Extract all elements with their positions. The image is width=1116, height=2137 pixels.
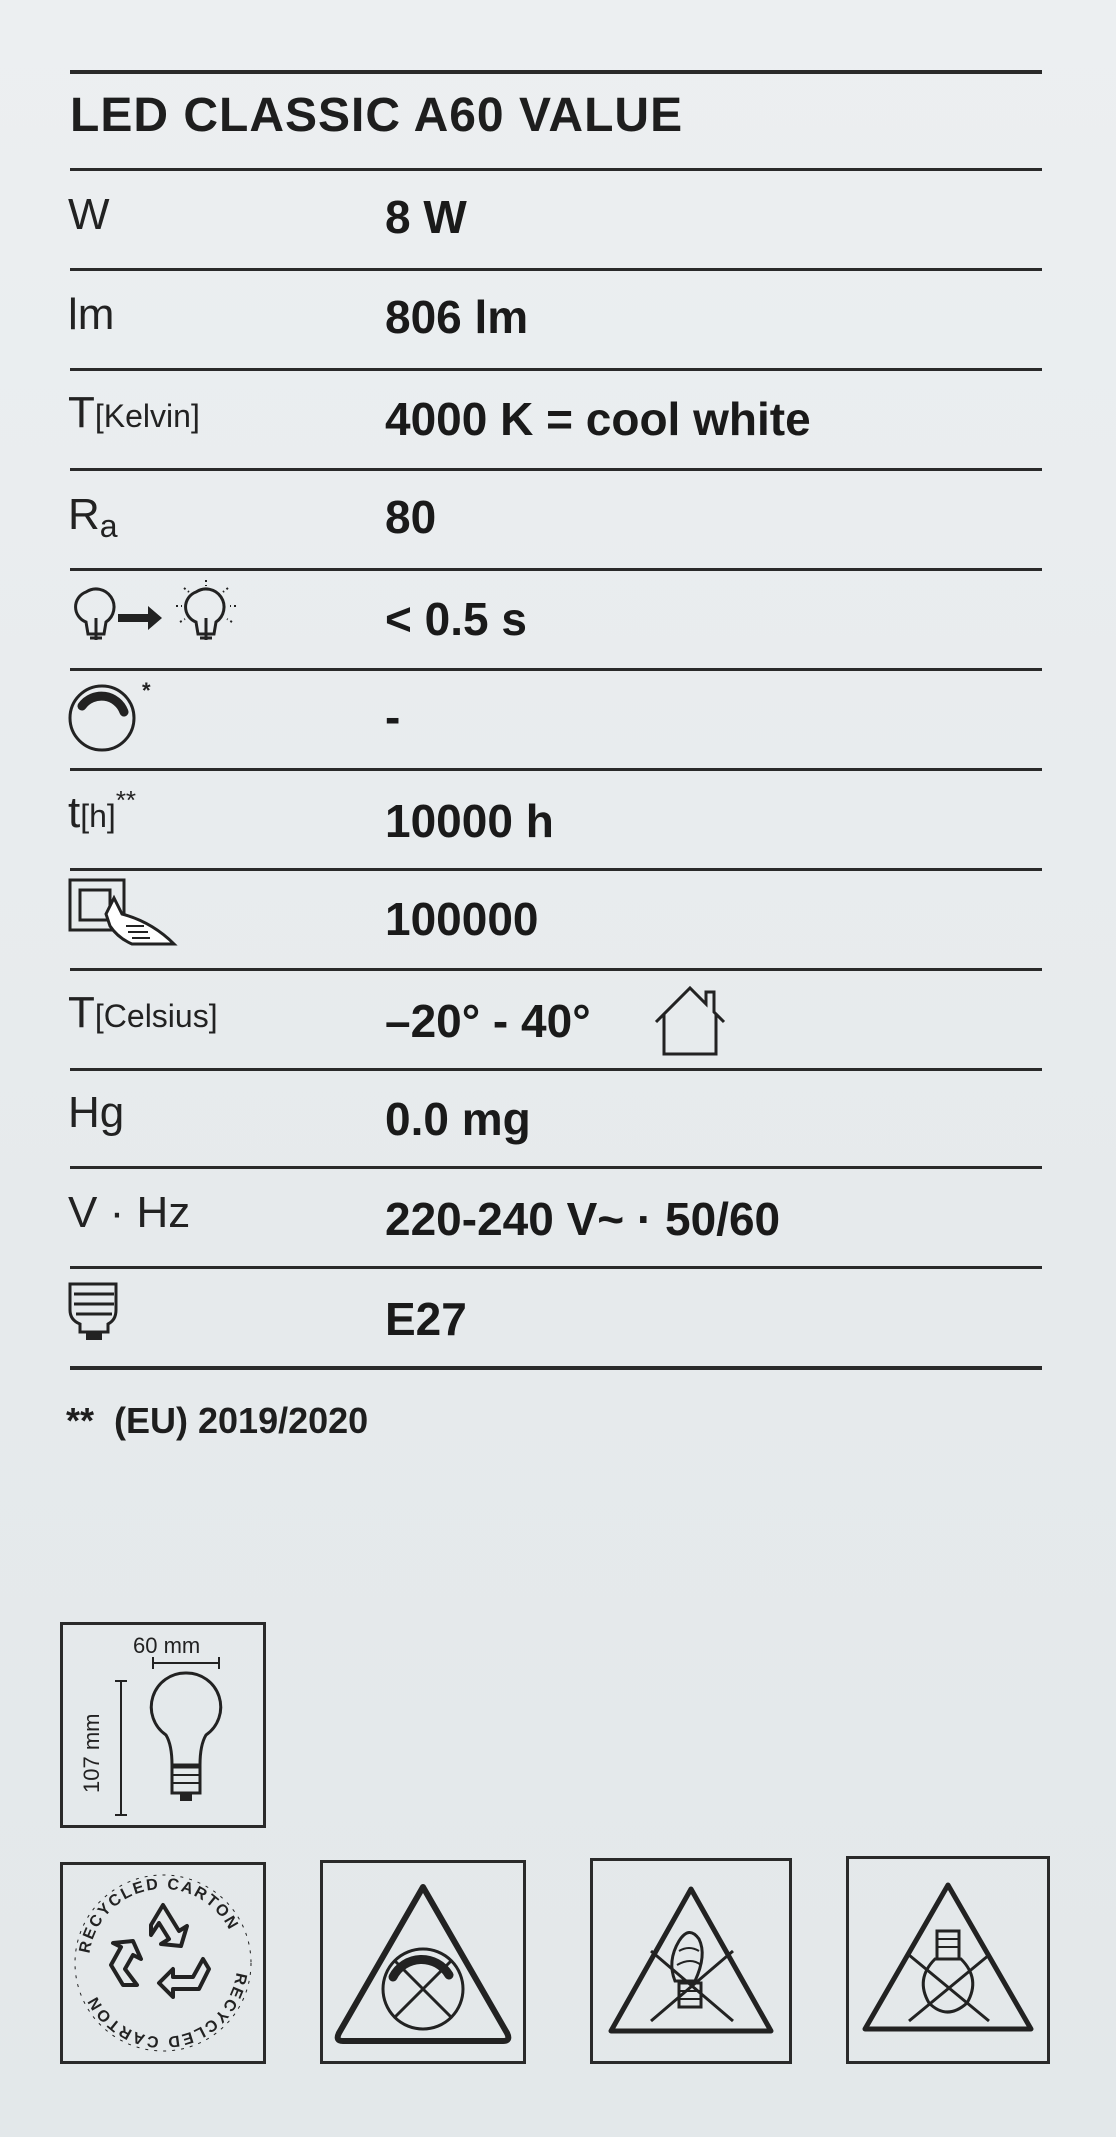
row-divider xyxy=(70,368,1042,371)
lifetime-symbol: t xyxy=(68,788,81,837)
row-divider xyxy=(70,768,1042,771)
switching-cycles-icon xyxy=(66,874,196,959)
cri-sub: a xyxy=(99,508,118,544)
color-temp-symbol: T xyxy=(68,388,95,437)
mercury-label: Hg xyxy=(68,1088,125,1137)
row-divider xyxy=(70,268,1042,271)
switching-cycles-value: 100000 xyxy=(385,893,539,945)
not-for-enclosed-fixture-icon xyxy=(846,1856,1050,2064)
color-temp-value: 4000 K = cool white xyxy=(385,393,811,445)
width-dimension-label: 60 mm xyxy=(133,1633,201,1658)
recycled-text-top: RECYCLED CARTON xyxy=(76,1875,242,1955)
lifetime-unit: [h] xyxy=(80,798,116,834)
dimmer-icon xyxy=(66,676,176,761)
top-rule xyxy=(70,70,1042,74)
lifetime-asterisks: ** xyxy=(115,785,137,815)
row-divider xyxy=(70,668,1042,671)
row-divider xyxy=(70,468,1042,471)
row-divider xyxy=(70,1068,1042,1071)
svg-text:RECYCLED CARTON xyxy=(84,1971,249,2050)
color-temp-unit: [Kelvin] xyxy=(94,398,200,434)
recycled-text-bottom: RECYCLED CARTON xyxy=(84,1971,250,2051)
watt-value: 8 W xyxy=(385,191,467,243)
lumen-label: lm xyxy=(68,290,115,339)
recycled-carton-icon xyxy=(60,1862,266,2064)
bottom-rule xyxy=(70,1366,1042,1370)
color-temp-label xyxy=(68,388,200,438)
base-value: E27 xyxy=(385,1293,467,1345)
no-dimmer-warning-icon xyxy=(320,1860,526,2064)
cri-value: 80 xyxy=(385,491,437,543)
ambient-temp-value: –20° - 40° xyxy=(385,995,591,1047)
ambient-temp-label xyxy=(68,988,218,1038)
voltage-label: V · Hz xyxy=(68,1188,191,1237)
dimmer-value: - xyxy=(385,691,401,743)
row-divider xyxy=(70,1266,1042,1269)
lumen-value: 806 lm xyxy=(385,291,529,343)
product-title: LED CLASSIC A60 VALUE xyxy=(70,89,684,142)
house-icon xyxy=(650,980,730,1065)
ambient-temp-unit: [Celsius] xyxy=(94,998,218,1034)
dimensions-box xyxy=(60,1622,266,1828)
row-divider xyxy=(70,568,1042,571)
dimmer-asterisk: * xyxy=(142,678,151,703)
footnote: ** (EU) 2019/2020 xyxy=(66,1400,369,1441)
warmup-value: < 0.5 s xyxy=(385,593,527,645)
height-dimension-label: 107 mm xyxy=(79,1713,104,1793)
e27-base-icon xyxy=(66,1280,126,1351)
voltage-value: 220-240 V~ · 50/60 xyxy=(385,1193,781,1245)
lifetime-label xyxy=(68,785,137,838)
lifetime-value: 10000 h xyxy=(385,795,554,847)
cri-symbol: R xyxy=(68,490,100,539)
not-for-fragile-surface-icon xyxy=(590,1858,792,2064)
row-divider xyxy=(70,968,1042,971)
mercury-value: 0.0 mg xyxy=(385,1093,531,1145)
row-divider xyxy=(70,868,1042,871)
warmup-bulb-icon xyxy=(66,578,256,655)
row-divider xyxy=(70,1166,1042,1169)
watt-label: W xyxy=(68,190,110,239)
cri-label xyxy=(68,490,118,544)
ambient-temp-symbol: T xyxy=(68,988,95,1037)
row-divider xyxy=(70,168,1042,171)
